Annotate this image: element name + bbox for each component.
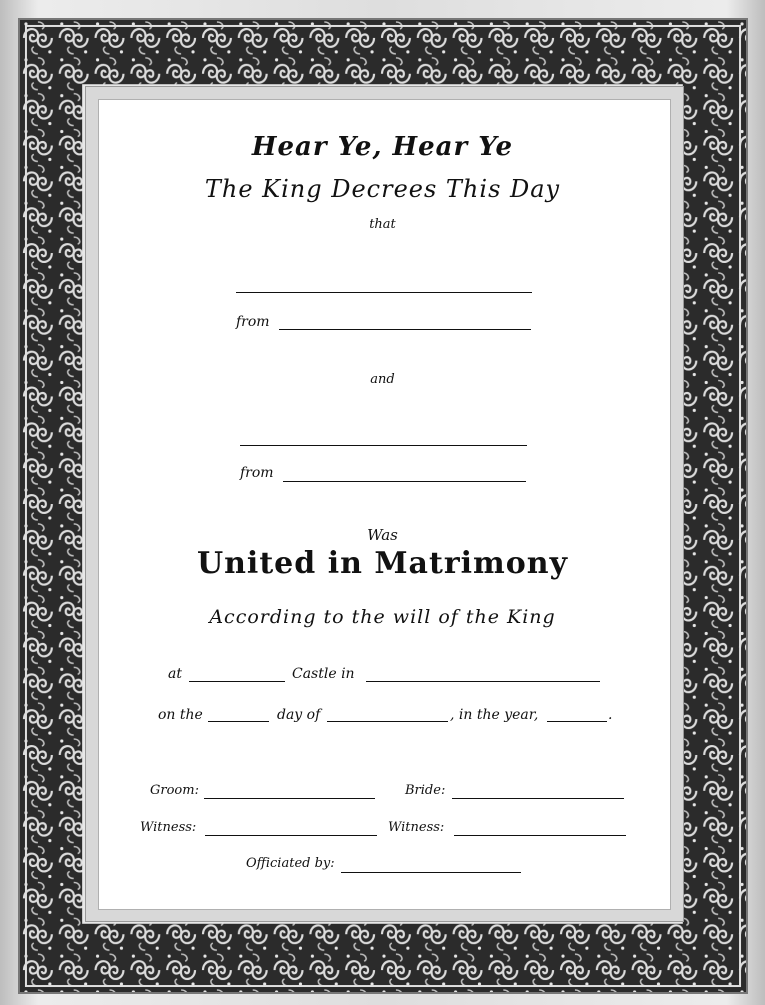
groom-label: Groom: (150, 783, 199, 798)
heading-proclamation: Hear Ye, Hear Ye (251, 132, 514, 162)
witness-line-1[interactable] (205, 835, 377, 836)
at-line[interactable] (189, 681, 285, 682)
on-the-label: on the (158, 707, 203, 723)
month-line[interactable] (327, 721, 448, 722)
witness-label-1: Witness: (140, 820, 197, 835)
at-label: at (168, 666, 182, 682)
name-line-2[interactable] (240, 445, 527, 446)
in-year-label: , in the year, (450, 707, 539, 723)
castle-line[interactable] (366, 681, 600, 682)
heading-decree: The King Decrees This Day (204, 175, 561, 203)
officiated-line[interactable] (341, 872, 521, 873)
name-line-1[interactable] (236, 292, 532, 293)
castle-label: Castle in (292, 666, 355, 682)
from-label-2: from (240, 465, 274, 481)
certificate-subtitle: According to the will of the King (209, 606, 556, 628)
day-line[interactable] (208, 721, 269, 722)
witness-line-2[interactable] (454, 835, 626, 836)
from-line-1[interactable] (279, 329, 531, 330)
witness-label-2: Witness: (388, 820, 445, 835)
period-mark: . (608, 707, 613, 723)
certificate-title: United in Matrimony (196, 546, 569, 581)
bride-label: Bride: (405, 783, 446, 798)
officiated-label: Officiated by: (246, 856, 335, 871)
bride-line[interactable] (452, 798, 624, 799)
groom-line[interactable] (204, 798, 375, 799)
that-text: that (369, 217, 396, 232)
from-line-2[interactable] (283, 481, 526, 482)
year-line[interactable] (547, 721, 607, 722)
from-label-1: from (236, 314, 270, 330)
and-text: and (370, 372, 395, 387)
was-text: Was (367, 526, 398, 544)
day-of-label: day of (277, 707, 321, 723)
